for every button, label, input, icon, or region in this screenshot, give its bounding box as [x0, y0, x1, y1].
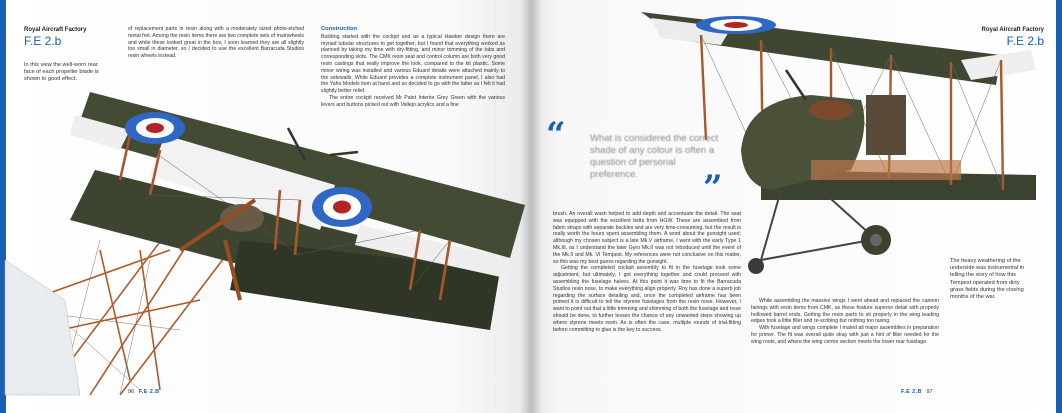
left-title: F.E 2.b: [24, 34, 62, 48]
right-kicker: Royal Aircraft Factory: [981, 27, 1044, 33]
right-running-title: F.E 2.B: [901, 389, 922, 395]
right-biplane-photo: [531, 0, 1062, 413]
right-photo-caption: The heavy weathering of the underside was instrumental in telling the story of how this Tempest operated from dirty grass fields during the closing months of the war.: [950, 258, 1024, 301]
left-folio: [128, 389, 160, 395]
right-text-column-1: [553, 211, 741, 333]
right-paragraph-2: Getting the completed cockpit assembly to fit in the fuselage took some adjustment, but ultimately, I got everything together and could proceed with assembling the fuselage halves. At this point it was time to fit the Barracuda Studios resin nose, to make everything align properly. Roy has done a superb job regarding the surface detailing and, once the completed airframe has been primed it is difficult to tell the styrene fuselages from the resin nose. However, I want to point out that a little trimming and shimming of both the fuselage and nose should be done, to further lessen the chance of any unwanted steps showing up where styrene meets resin. As is often the case, multiple rounds of trial-fitting before committing to glue is the key to success.: [553, 265, 742, 333]
open-quote-icon: “: [546, 115, 566, 155]
close-quote-icon: ”: [703, 168, 723, 208]
right-paragraph-3: While assembling the massive wings I went ahead and replaced the cannon fairings with resin items from CMK, as these feature superior detail with properly hollowed barrel ends. Getting the resin parts to sit properly in the wing leading edges took a little filler and re-scribing but nothing too taxing.: [751, 298, 939, 325]
right-paragraph-4: With fuselage and wings complete I mated all major assemblies in preparation for primer. The fit was overall quite okay with just a hint of filler needed for the wing roots, and where the wing centre section meets the lower rear fuselage.: [751, 325, 939, 345]
left-text-column-2: [321, 26, 505, 109]
left-kicker: Royal Aircraft Factory: [24, 27, 87, 33]
construction-paragraph: Building started with the cockpit and as a typical Hawker design there are myriad tubular structures to get together, but I found that everything worked as planned by taking my time with dry-fitting, and minor trimming of the tabs and corresponding slots. The CMK resin seat and control column are both very good resin castings that really improve the look, compared to the kit plastic. Some minor wiring was installed and various Eduard details were attached mainly to the sidewalls. While Eduard provides a complete instrument panel, I also had the Yahu Models item at hand and so decided to go with the latter as I felt it had slightly better relief.: [321, 33, 505, 95]
left-photo-caption: In this view the well-worn rear face of each propeller blade is shown to good effect.: [24, 62, 99, 83]
right-page: [531, 0, 1062, 413]
right-text-column-2: [751, 298, 939, 346]
right-title: F.E 2.b: [1006, 34, 1044, 48]
right-page-number: 97: [926, 389, 933, 395]
right-folio: [901, 389, 933, 395]
left-running-title: F.E 2.B: [138, 389, 160, 395]
construction-heading: Construction: [321, 26, 358, 32]
left-text-column-1: of replacement parts in resin along with a moderately sized photo-etched metal fret. Among the resin items there are two complete sets of mainwheels and while these looked great in the box, I soon learned they are all slightly too small in diameter, so I decided to use the excellent Barracuda Studios resin wheels instead.: [128, 26, 304, 60]
right-paragraph-1: brush. An overall wash helped to add depth and accentuate the detail. The seat was equipped with the excellent belts from HGW. These are assembled from fabric straps with separate buckles and are very time-consuming, but the result is really worth the hours spent assembling them. A word about the gunsight used; although my chosen subject is a late Mk.V airframe, I went with the early Type 1 Mk.III, as I understand the later Gyro Mk.II was not introduced until the event of the Mk.II and Mk. VI Tempest. My references were not conclusive on this matter, so this was my best guess regarding the gunsight.: [553, 211, 741, 265]
construction-paragraph-2: The entire cockpit received Mr Paint Interior Grey Green with the various levers and buttons picked out with Vallejo acrylics and a fine: [321, 94, 505, 108]
pull-quote: What is considered the correct shade of any colour is often a question of personal preference.: [590, 133, 719, 180]
left-page-number: 96: [128, 389, 135, 395]
